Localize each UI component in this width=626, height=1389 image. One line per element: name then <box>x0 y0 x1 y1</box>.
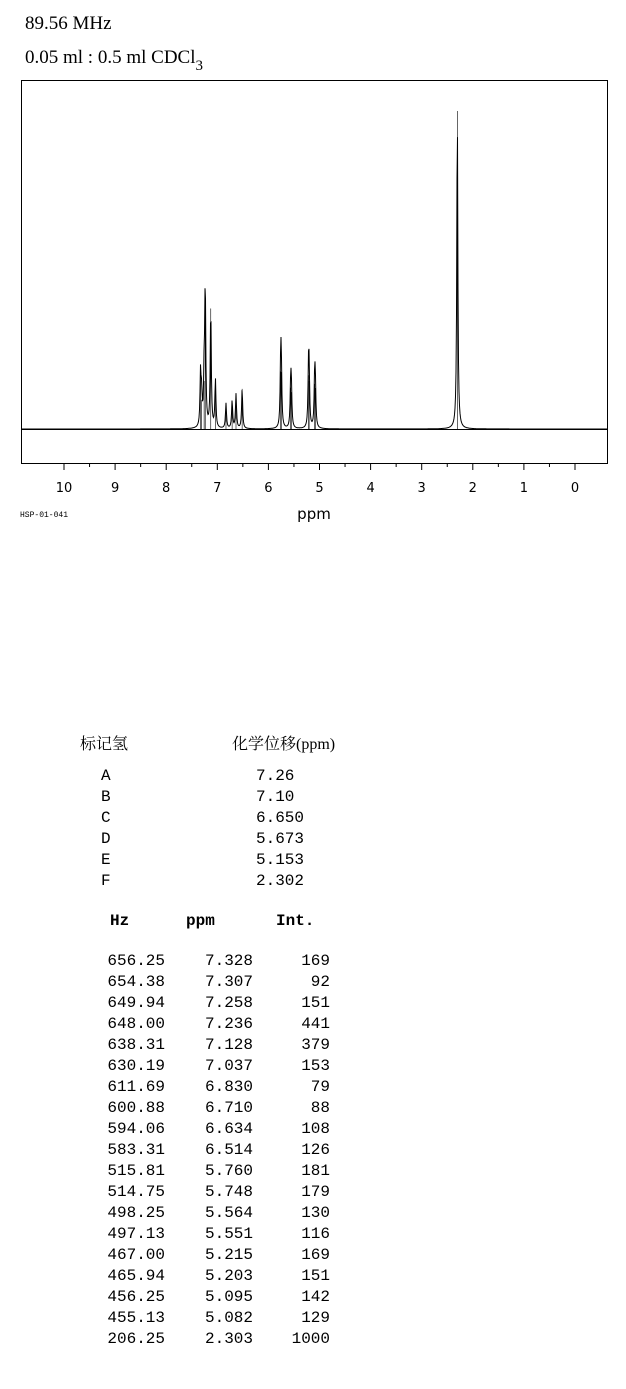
peak-intensity: 441 <box>301 1015 330 1033</box>
peak-intensity: 129 <box>301 1309 330 1327</box>
peak-table-header-ppm: ppm <box>186 912 215 930</box>
peak-ppm: 5.082 <box>204 1309 253 1327</box>
x-tick-label: 4 <box>366 481 375 496</box>
peak-intensity: 181 <box>301 1162 330 1180</box>
assignment-header-label: 标记氢 <box>80 736 129 753</box>
peak-table-row <box>0 1267 626 1288</box>
assignment-row <box>0 851 626 872</box>
peak-table-header-int: Int. <box>276 912 315 930</box>
x-axis-label: ppm <box>297 505 331 523</box>
peak-hz: 515.81 <box>107 1162 165 1180</box>
peak-table-row <box>0 1057 626 1078</box>
peak-intensity: 151 <box>301 1267 330 1285</box>
assignment-label: A <box>101 767 111 785</box>
peak-intensity: 142 <box>301 1288 330 1306</box>
peak-ppm: 7.307 <box>204 973 253 991</box>
peak-intensity: 126 <box>301 1141 330 1159</box>
peak-ppm: 5.095 <box>204 1288 253 1306</box>
x-tick-label: 7 <box>213 481 222 496</box>
peak-table-row <box>0 1183 626 1204</box>
peak-table-row <box>0 1078 626 1099</box>
peak-hz: 465.94 <box>107 1267 165 1285</box>
peak-table-row <box>0 1099 626 1120</box>
peak-hz: 611.69 <box>107 1078 165 1096</box>
peak-hz: 456.25 <box>107 1288 165 1306</box>
peak-ppm: 2.303 <box>204 1330 253 1348</box>
peak-hz: 600.88 <box>107 1099 165 1117</box>
peak-intensity: 379 <box>301 1036 330 1054</box>
peak-ppm: 5.760 <box>204 1162 253 1180</box>
peak-table-row <box>0 1330 626 1351</box>
peak-intensity: 92 <box>310 973 330 991</box>
assignment-row <box>0 830 626 851</box>
assignment-label: F <box>101 872 111 890</box>
peak-ppm: 6.710 <box>204 1099 253 1117</box>
peak-table-row <box>0 1141 626 1162</box>
peak-ppm: 6.634 <box>204 1120 253 1138</box>
x-tick-label: 8 <box>162 481 171 496</box>
peak-ppm: 7.236 <box>204 1015 253 1033</box>
assignment-label: D <box>101 830 111 848</box>
peak-hz: 583.31 <box>107 1141 165 1159</box>
assignment-label: B <box>101 788 111 806</box>
peak-intensity: 88 <box>310 1099 330 1117</box>
peak-intensity: 169 <box>301 1246 330 1264</box>
peak-table-header-hz: Hz <box>110 912 130 930</box>
assignment-shift: 5.673 <box>256 830 305 848</box>
assignment-row <box>0 809 626 830</box>
peak-table-row <box>0 1120 626 1141</box>
peak-ppm: 5.551 <box>204 1225 253 1243</box>
peak-table-row <box>0 1162 626 1183</box>
peak-ppm: 5.564 <box>204 1204 253 1222</box>
peak-table-row <box>0 1036 626 1057</box>
peak-table-row <box>0 952 626 973</box>
peak-hz: 656.25 <box>107 952 165 970</box>
peak-intensity: 1000 <box>291 1330 330 1348</box>
peak-intensity: 116 <box>301 1225 330 1243</box>
peak-ppm: 7.128 <box>204 1036 253 1054</box>
assignment-row <box>0 872 626 893</box>
x-tick-label: 5 <box>315 481 324 496</box>
peak-ppm: 5.748 <box>204 1183 253 1201</box>
assignment-shift: 7.26 <box>256 767 295 785</box>
peak-ppm: 7.037 <box>204 1057 253 1075</box>
x-tick-label: 6 <box>264 481 273 496</box>
x-axis-tick-labels <box>56 481 579 496</box>
nmr-spectrum-chart <box>0 0 626 530</box>
assignment-label: C <box>101 809 111 827</box>
x-tick-label: 10 <box>55 481 73 496</box>
structure-diagram <box>0 528 300 708</box>
spectrometer-frequency: 89.56 MHz <box>25 13 112 34</box>
peak-hz: 638.31 <box>107 1036 165 1054</box>
peak-table-row <box>0 1309 626 1330</box>
x-tick-label: 0 <box>570 481 580 496</box>
peak-hz: 594.06 <box>107 1120 165 1138</box>
peak-ppm: 5.215 <box>204 1246 253 1264</box>
assignment-label: E <box>101 851 111 869</box>
peak-ppm: 6.514 <box>204 1141 253 1159</box>
peak-intensity: 79 <box>310 1078 330 1096</box>
peak-hz: 630.19 <box>107 1057 165 1075</box>
peak-intensity: 108 <box>301 1120 330 1138</box>
x-tick-label: 1 <box>519 481 529 496</box>
peak-hz: 467.00 <box>107 1246 165 1264</box>
peak-hz: 206.25 <box>107 1330 165 1348</box>
assignment-shift: 2.302 <box>256 872 305 890</box>
peak-hz: 514.75 <box>107 1183 165 1201</box>
solvent-text: 0.05 ml : 0.5 ml CDCl <box>25 47 196 68</box>
peak-table-row <box>0 1204 626 1225</box>
peak-table-row <box>0 1015 626 1036</box>
assignment-shift: 5.153 <box>256 851 305 869</box>
assignment-row <box>0 767 626 788</box>
x-axis-ticks <box>64 463 575 470</box>
peak-hz: 654.38 <box>107 973 165 991</box>
peak-intensity: 153 <box>301 1057 330 1075</box>
peak-hz: 649.94 <box>107 994 165 1012</box>
x-tick-label: 9 <box>110 481 120 496</box>
peak-hz: 455.13 <box>107 1309 165 1327</box>
peak-intensity: 151 <box>301 994 330 1012</box>
assignment-shift: 6.650 <box>256 809 305 827</box>
peak-table-row <box>0 973 626 994</box>
peak-markers <box>201 111 458 429</box>
assignment-row <box>0 788 626 809</box>
peak-intensity: 169 <box>301 952 330 970</box>
peak-intensity: 130 <box>301 1204 330 1222</box>
peak-ppm: 7.258 <box>204 994 253 1012</box>
solvent-subscript: 3 <box>195 58 203 74</box>
peak-ppm: 7.328 <box>204 952 253 970</box>
peak-hz: 497.13 <box>107 1225 165 1243</box>
peak-table-row <box>0 1288 626 1309</box>
peak-table-row <box>0 1246 626 1267</box>
peak-table-row <box>0 994 626 1015</box>
assignment-shift: 7.10 <box>256 788 295 806</box>
x-tick-label: 2 <box>468 481 477 496</box>
peak-ppm: 5.203 <box>204 1267 253 1285</box>
peak-table-row <box>0 1225 626 1246</box>
peak-hz: 498.25 <box>107 1204 165 1222</box>
assignment-header-shift: 化学位移(ppm) <box>232 736 336 753</box>
peak-hz: 648.00 <box>107 1015 165 1033</box>
peak-intensity: 179 <box>301 1183 330 1201</box>
peak-ppm: 6.830 <box>204 1078 253 1096</box>
spectrum-code: HSP-01-041 <box>20 511 69 520</box>
x-tick-label: 3 <box>417 481 426 496</box>
